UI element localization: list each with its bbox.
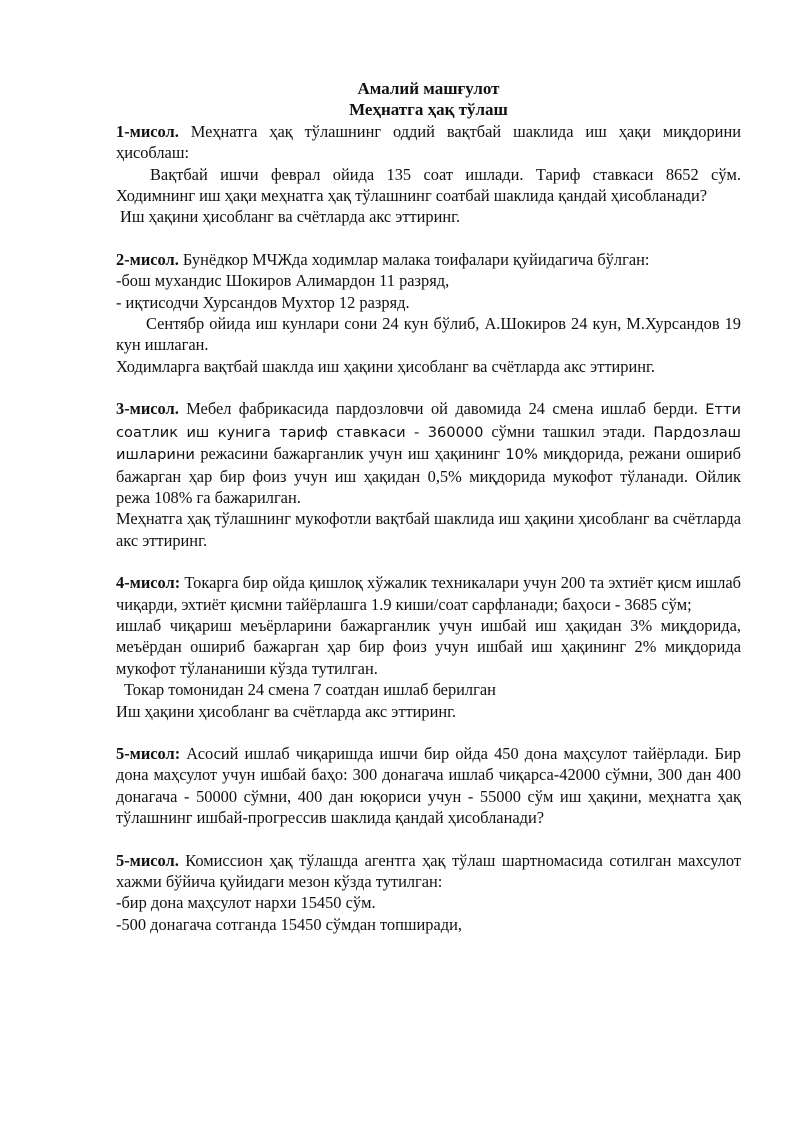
example-4-instruction: Иш ҳақини ҳисобланг ва счётларда акс эттиринг. <box>116 701 457 721</box>
example-6-text: Комиссион ҳақ тўлашда агентга ҳақ тўлаш шартномасида сотилган махсулот хажми бўйича қуйидаги мезон кўзда тутилган: <box>116 850 741 891</box>
spacer <box>116 551 741 572</box>
example-3-label: 3-мисол. <box>116 399 179 419</box>
example-3-text-5: режасини бажарганлик учун иш ҳақининг <box>194 444 506 464</box>
example-6-line-2: -500 донагача сотганда 15450 сўмдан топширади, <box>116 914 462 934</box>
example-2-label: 2-мисол. <box>116 249 179 269</box>
document-subtitle: Меҳнатга ҳақ тўлаш <box>349 100 508 120</box>
example-1-intro <box>116 121 741 164</box>
document-page <box>116 78 741 935</box>
example-1-text: Меҳнатга ҳақ тўлашнинг оддий вақтбай шаклида иш ҳақи миқдорини ҳисоблаш: <box>116 121 741 163</box>
spacer <box>116 829 741 850</box>
example-3-text-1: Мебел фабрикасида пардозловчи ой давомида 24 смена ишлаб берди. <box>178 399 706 419</box>
document-title: Амалий машғулот <box>357 79 500 98</box>
example-5-text: Асосий ишлаб чиқаришда ишчи бир ойда 450 дона маҳсулот тайёрлади. Бир дона маҳсулот учун ишбай баҳо: 300 донагача ишлаб чиқарса-42000 сўмни, 300 дан 400 донагача - 50000 сўмни, 400 дан юқориси учун - 55000 сўм иш ҳақини, меҳнатга ҳақ тўлашнинг ишбай-прогрессив шаклида қандай ҳисобланади? <box>116 743 741 828</box>
spacer <box>116 228 741 249</box>
example-2-line-2: - иқтисодчи Хурсандов Мухтор 12 разряд. <box>116 292 410 312</box>
example-3-text-3: сўмни ташкил этади. <box>483 421 654 441</box>
example-1-task: Вақтбай ишчи феврал ойида 135 соат ишлади. Тариф ставкаси 8652 сўм. Ходимнинг иш ҳақи меҳнатга ҳақ тўлашнинг соатбай шаклида қандай ҳисобланади? <box>116 164 741 206</box>
example-3-intro <box>116 398 741 508</box>
example-6-line-1: -бир дона маҳсулот нархи 15450 сўм. <box>116 893 376 913</box>
example-3-text-7: миқдорида, режани ошириб бажарган ҳар бир фоиз учун иш ҳақидан 0,5% миқдорида мукофот тўланади. Ойлик режа 108% га бажарилган. <box>116 444 741 507</box>
example-1-label: 1-мисол. <box>116 121 179 141</box>
example-2-line-1: -бош мухандис Шокиров Алимардон 11 разряд, <box>116 271 450 291</box>
example-2-instruction: Ходимларга вақтбай шаклда иш ҳақини ҳисобланг ва счётларда акс эттиринг. <box>116 356 655 376</box>
spacer <box>116 377 741 398</box>
example-3-instruction: Меҳнатга ҳақ тўлашнинг мукофотли вақтбай шаклида иш ҳақини ҳисобланг ва счётларда акс эттиринг. <box>116 509 741 550</box>
example-4-text: Токарга бир ойда қишлоқ хўжалик техникалари учун 200 та эхтиёт қисм ишлаб чиқарди, эхтиёт қисмни тайёрлашга 1.9 киши/соат сарфланади; баҳоси - 3685 сўм; <box>116 573 741 614</box>
example-3-text-4: Пардозлаш ишларини <box>116 423 741 464</box>
example-5-intro <box>116 743 741 829</box>
example-6-intro <box>116 850 741 893</box>
example-4-intro <box>116 572 741 615</box>
example-3-text-6: 10% <box>505 446 538 464</box>
example-2-intro <box>116 249 741 270</box>
example-1-instruction: Иш ҳақини ҳисобланг ва счётларда акс эттиринг. <box>120 207 461 227</box>
example-2-task: Сентябр ойида иш кунлари сони 24 кун бўлиб, А.Шокиров 24 кун, М.Хурсандов 19 кун ишлаган. <box>116 314 741 355</box>
example-4-conditions: ишлаб чиқариш меъёрларини бажарганлик учун ишбай иш ҳақидан 3% миқдорида, меъёрдан ошириб бажарган ҳар бир фоиз учун ишбай иш ҳақининг 2% миқдорида мукофот тўлананиши кўзда тутилган. <box>116 615 741 678</box>
example-2-text: Бунёдкор МЧЖда ходимлар малака тоифалари қуйидагича бўлган: <box>178 249 650 269</box>
example-6-label: 5-мисол. <box>116 850 179 870</box>
example-3-text-2: Етти соатлик иш кунига тариф ставкаси - 360000 <box>116 401 741 441</box>
spacer <box>116 722 741 743</box>
example-4-label: 4-мисол: <box>116 573 181 593</box>
example-5-label: 5-мисол: <box>116 743 181 763</box>
example-4-shifts: Токар томонидан 24 смена 7 соатдан ишлаб берилган <box>124 680 496 700</box>
